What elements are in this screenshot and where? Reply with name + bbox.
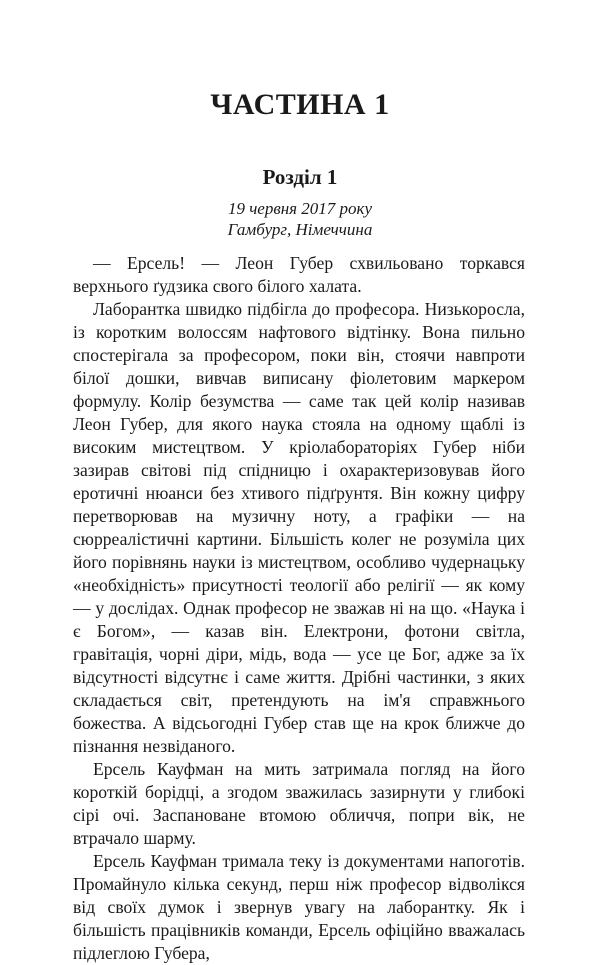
dateline <box>0 198 600 240</box>
chapter-location: Гамбург, Німеччина <box>227 220 373 239</box>
paragraph: Ерсель Кауфман на мить затримала погляд на його короткій борідці, а згодом зважилась зазирнути у глибокі сірі очі. Заспановане втомою обличчя, попри вік, не втрачало шарму. <box>73 759 525 848</box>
part-title: ЧАСТИНА 1 <box>210 88 390 121</box>
paragraph: Лаборантка швидко підбігла до професора. Низькоросла, із коротким волоссям нафтового відтінку. Вона пильно спостерігала за професором, поки він, стоячи навпроти білої дошки, вивчав виписану фіолетовим маркером формулу. Колір безумства — саме так цей колір називав Леон Губер, для якого наука стояла на одному щаблі із високим мистецтвом. У кріолабораторіях Губер ніби зазирав світові під спідницю і охарактеризовував його еротичні нюанси без хтивого підґрунтя. Він кожну цифру перетворював на музичну ноту, а графіки — на сюрреалістичні картини. Більшість колег не розуміла цих його порівнянь науки із мистецтвом, особливо чудернацьку «необхідність» присутності теології або релігії — як кому — у дослідах. Однак професор не зважав ні на що. «Наука і є Богом», — казав він. Електрони, фотони світла, гравітація, чорні діри, мідь, вода — усе це Бог, адже за їх відсутності відсутнє і саме життя. Дрібні частинки, з яких складається світ, претендують на ім'я справжнього божества. А відсьогодні Губер став ще на крок ближче до пізнання незвіданого. <box>73 299 525 756</box>
body-text <box>73 252 525 965</box>
paragraph: — Ерсель! — Леон Губер схвильовано торкався верхнього ґудзика свого білого халата. <box>73 253 525 296</box>
chapter-date: 19 червня 2017 року <box>227 199 373 218</box>
paragraph: Ерсель Кауфман тримала теку із документами напоготів. Промайнуло кілька секунд, перш ніж професор відволікся від своїх думок і звернув увагу на лаборантку. Як і більшість працівників команди, Ерсель офіційно вважалась підлеглою Губера, <box>73 851 525 963</box>
chapter-title: Розділ 1 <box>262 165 338 189</box>
